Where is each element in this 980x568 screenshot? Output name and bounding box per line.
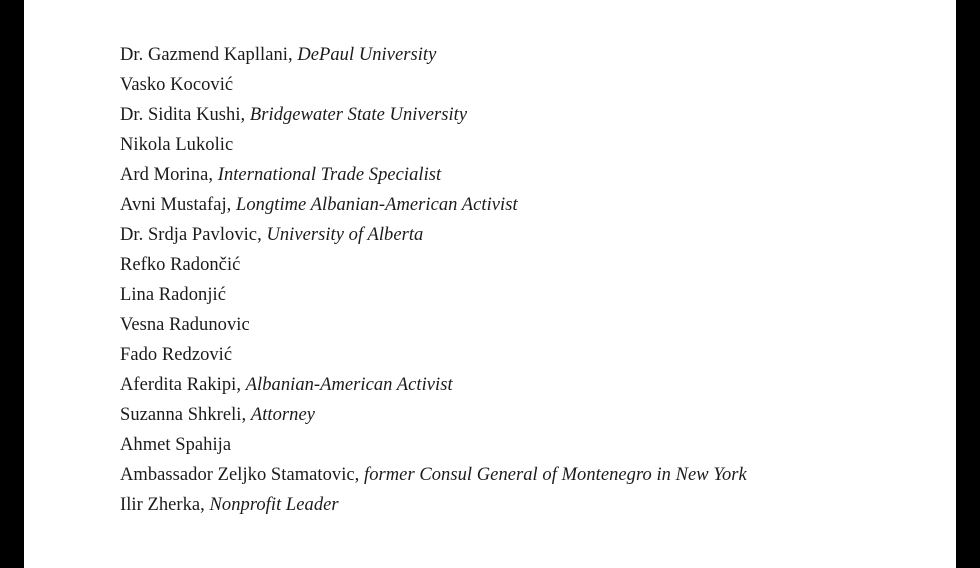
list-item <box>120 400 916 430</box>
signatory-list <box>120 40 916 520</box>
list-item <box>120 250 916 280</box>
list-item <box>120 280 916 310</box>
person-name: Fado Redzović <box>120 345 233 365</box>
list-item <box>120 340 916 370</box>
person-name: Ilir Zherka, <box>120 495 205 515</box>
list-item <box>120 310 916 340</box>
list-item <box>120 370 916 400</box>
list-item <box>120 130 916 160</box>
person-affiliation: Nonprofit Leader <box>209 495 339 515</box>
person-name: Dr. Sidita Kushi, <box>120 105 246 125</box>
person-name: Lina Radonjić <box>120 285 226 305</box>
list-item <box>120 160 916 190</box>
person-name: Avni Mustafaj, <box>120 195 232 215</box>
person-name: Vasko Kocović <box>120 75 234 95</box>
person-name: Ard Morina, <box>120 165 214 185</box>
person-name: Ahmet Spahija <box>120 435 232 455</box>
list-item <box>120 70 916 100</box>
person-affiliation: Bridgewater State University <box>249 105 468 125</box>
person-name: Suzanna Shkreli, <box>120 405 247 425</box>
list-item <box>120 430 916 460</box>
person-affiliation: DePaul University <box>297 45 437 65</box>
person-name: Dr. Srdja Pavlovic, <box>120 225 262 245</box>
page-content <box>120 40 916 520</box>
person-name: Aferdita Rakipi, <box>120 375 242 395</box>
person-affiliation: former Consul General of Montenegro in New York <box>364 465 747 485</box>
list-item <box>120 460 916 490</box>
person-affiliation: Longtime Albanian-American Activist <box>236 195 518 215</box>
person-affiliation: Attorney <box>250 405 315 425</box>
list-item <box>120 190 916 220</box>
person-name: Vesna Radunovic <box>120 315 250 335</box>
person-affiliation: University of Alberta <box>266 225 424 245</box>
document-page <box>24 0 956 568</box>
list-item <box>120 40 916 70</box>
list-item <box>120 100 916 130</box>
person-affiliation: International Trade Specialist <box>217 165 442 185</box>
person-name: Ambassador Zeljko Stamatovic, <box>120 465 360 485</box>
list-item <box>120 490 916 520</box>
person-name: Dr. Gazmend Kapllani, <box>120 45 293 65</box>
person-name: Refko Radončić <box>120 255 241 275</box>
person-name: Nikola Lukolic <box>120 135 234 155</box>
person-affiliation: Albanian-American Activist <box>245 375 453 395</box>
list-item <box>120 220 916 250</box>
